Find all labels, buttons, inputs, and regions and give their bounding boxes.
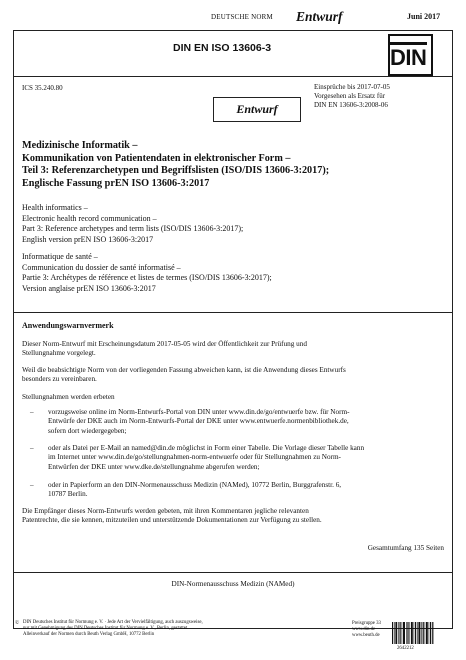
bullet-dash: – bbox=[30, 408, 34, 416]
paragraph-review bbox=[22, 340, 447, 359]
publisher-label: DEUTSCHE NORM bbox=[211, 13, 273, 21]
bullet-line: 10787 Berlin. bbox=[48, 490, 88, 499]
copyright-line: Alleinverkauf der Normen durch Beuth Verlag GmbH, 10772 Berlin bbox=[23, 632, 155, 638]
total-pages: Gesamtumfang 135 Seiten bbox=[367, 544, 444, 552]
copyright-symbol: © bbox=[15, 620, 20, 626]
draft-box bbox=[213, 97, 301, 122]
warning-heading: Anwendungswarnvermerk bbox=[22, 321, 114, 330]
bullet-line: vorzugsweise online im Norm-Entwurfs-Portal von DIN unter www.din.de/go/entwuerfe bzw. für Norm- bbox=[48, 408, 350, 416]
note-line: Einsprüche bis 2017-07-05 bbox=[314, 83, 390, 91]
title-line: Kommunikation von Patientendaten in elektronischer Form – bbox=[22, 152, 291, 164]
bullet-dash: – bbox=[30, 481, 34, 489]
title-line: Electronic health record communication – bbox=[22, 213, 157, 223]
paragraph-line: Stellungnahmen werden erbeten bbox=[22, 393, 115, 401]
title-line: Part 3: Reference archetypes and term lists (ISO/DIS 13606-3:2017); bbox=[22, 224, 244, 233]
title-line: Teil 3: Referenzarchetypen und Begriffslisten (ISO/DIS 13606-3:2017); bbox=[22, 165, 330, 176]
cover-frame bbox=[13, 30, 453, 629]
bullet-dash: – bbox=[30, 444, 34, 452]
price-line: www.din.de bbox=[352, 627, 376, 633]
paragraph-line: Patentrechte, die sie kennen, mitzuteilen und unterstützende Dokumentationen zur Verfügung zu stellen. bbox=[22, 516, 322, 525]
divider-warning bbox=[14, 312, 452, 313]
paragraph-comments bbox=[22, 393, 447, 402]
note-line: DIN EN 13606-3:2008-06 bbox=[314, 101, 388, 109]
issue-date: Juni 2017 bbox=[407, 12, 441, 21]
page-header bbox=[0, 8, 466, 26]
paragraph-line: besonders zu vereinbaren. bbox=[22, 375, 97, 384]
copyright-notice bbox=[15, 620, 323, 639]
barcode-icon bbox=[392, 622, 434, 644]
title-line: Health informatics – bbox=[22, 203, 88, 212]
status-label: Entwurf bbox=[296, 9, 343, 24]
committee-name: DIN-Normenausschuss Medizin (NAMed) bbox=[171, 580, 295, 588]
bullet-line: im Internet unter www.din.de/go/stellungnahmen-norm-entwuerfe oder für Stellungnahmen zu Norm- bbox=[48, 453, 341, 462]
price-group bbox=[352, 621, 381, 640]
copyright-line: nur mit Genehmigung des DIN Deutsches Institut für Normung e. V., Berlin, gestattet. bbox=[23, 626, 189, 632]
copyright-line: DIN Deutsches Institut für Normung e. V. · Jede Art der Vervielfältigung, auch auszugsweise, bbox=[23, 620, 203, 625]
logo-text: DIN bbox=[390, 45, 427, 70]
title-line: Medizinische Informatik – bbox=[22, 140, 138, 151]
title-english bbox=[22, 203, 447, 245]
title-line: Partie 3: Archétypes de référence et listes de termes (ISO/DIS 13606-3:2017); bbox=[22, 273, 272, 282]
paragraph-deviation bbox=[22, 366, 447, 385]
bullet-line: oder als Datei per E-Mail an named@din.de möglichst in Form einer Tabelle. Die Vorlage dieser Tabelle kann bbox=[48, 444, 365, 452]
title-line: Informatique de santé – bbox=[22, 252, 98, 261]
price-line: Preisgruppe 33 bbox=[352, 621, 381, 626]
paragraph-patents bbox=[22, 507, 447, 526]
title-line: English version prEN ISO 13606-3:2017 bbox=[22, 234, 154, 244]
title-german bbox=[22, 140, 447, 190]
bullet-line: Entwürfen der DKE unter www.dke.de/stellungnahme abgerufen werden; bbox=[48, 462, 260, 471]
title-french bbox=[22, 252, 447, 294]
standard-number: DIN EN ISO 13606-3 bbox=[173, 42, 272, 54]
bullet-line: oder in Papierform an den DIN-Normenausschuss Medizin (NAMed), 10772 Berlin, Burggrafenstr. 6, bbox=[48, 481, 342, 489]
note-line: Vorgesehen als Ersatz für bbox=[314, 92, 386, 100]
paragraph-line: Stellungnahme vorgelegt. bbox=[22, 349, 96, 358]
bullet-line: sofern dort wiedergegeben; bbox=[48, 426, 127, 435]
paragraph-line: Weil die beabsichtigte Norm von der vorliegenden Fassung abweichen kann, ist die Anwendung dieses Entwurfs bbox=[22, 366, 346, 374]
price-line: www.beuth.de bbox=[352, 633, 380, 639]
draft-label: Entwurf bbox=[236, 102, 278, 116]
document-number: 2642212 bbox=[397, 646, 414, 651]
din-logo bbox=[388, 34, 433, 76]
page-footer bbox=[13, 620, 453, 656]
divider-top bbox=[14, 76, 452, 77]
bullet-line: Entwürfe der DKE auch im Norm-Entwurfs-Portal der DKE unter www.entwuerfe.normenbibliothek.de, bbox=[48, 417, 349, 426]
paragraph-line: Dieser Norm-Entwurf mit Erscheinungsdatum 2017-05-05 wird der Öffentlichkeit zur Prüfung und bbox=[22, 340, 307, 348]
ics-code: ICS 35.240.80 bbox=[22, 84, 63, 92]
draft-notes bbox=[314, 83, 390, 110]
title-line: Communication du dossier de santé informatisé – bbox=[22, 262, 181, 272]
title-line: Englische Fassung prEN ISO 13606-3:2017 bbox=[22, 177, 210, 189]
divider-committee bbox=[14, 572, 452, 573]
title-line: Version anglaise prEN ISO 13606-3:2017 bbox=[22, 283, 156, 293]
paragraph-line: Die Empfänger dieses Norm-Entwurfs werden gebeten, mit ihren Kommentaren jegliche relevanten bbox=[22, 507, 309, 515]
